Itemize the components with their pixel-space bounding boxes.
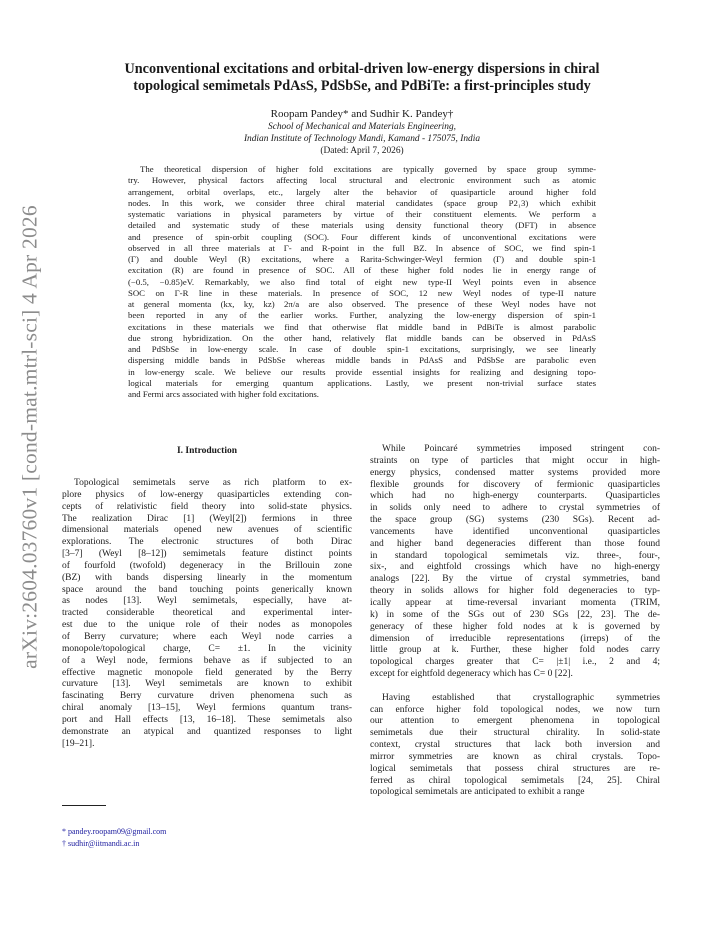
abstract-line: excitations in these materials we find that otherwise flat middle band in PdBiTe is almost parabolic: [128, 321, 596, 332]
footnote-rule: [62, 805, 106, 806]
body-text-line: as nodes [13]. Weyl semimetals, especially, have at-: [62, 596, 352, 607]
body-text-line: logical semimetals that possess chiral structures are re-: [370, 763, 660, 774]
author-list: Roopam Pandey* and Sudhir K. Pandey†: [270, 108, 454, 120]
abstract-line: and presence of spin-orbit coupling (SOC). Four different kinds of unconventional excitations were: [128, 231, 596, 242]
footnote-email-1[interactable]: * pandey.roopam09@gmail.com: [62, 827, 167, 836]
abstract-line: detailed and systematic study of these materials using density functional theory (DFT) in absence: [128, 220, 596, 231]
paper-title-line-2: topological semimetals PdAsS, PdSbSe, and PdBiTe: a first-principles study: [133, 78, 591, 94]
affiliation: [70, 122, 654, 145]
body-text-line: cepts of relativistic field theory into solid-state physics.: [62, 501, 352, 512]
body-text-line: of fourfold (twofold) degeneracy in the Brillouin zone: [62, 560, 352, 571]
body-text-line: straints on type of particles that might occur in high-: [370, 455, 660, 466]
body-text-line: little group at k. Further, these higher fold nodes carry: [370, 645, 660, 656]
body-text-line: est due to the unique role of their nodes as monopoles: [62, 620, 352, 631]
body-text-line: ically appear at time-reversal invariant momenta (TRIM,: [370, 597, 660, 608]
abstract-line: dispersing middle bands in PdSbSe whereas middle bands in PdAsS and PdSbSe are parabolic even: [128, 355, 596, 366]
abstract-line: excitation (R) are found in presence of SOC. All of these higher fold nodes lie in energy range of: [128, 265, 596, 276]
body-text-line: flexible grounds for discovery of fermionic quasiparticles: [370, 479, 660, 490]
body-text-line: dimensional materials opened new avenues of scientific: [62, 525, 352, 536]
body-text-line: in solids only need to adhere to crystal symmetries of: [370, 503, 660, 514]
body-text-line: dimension of irreducible representations (irreps) of the: [370, 633, 660, 644]
body-text-line: of a Weyl node, fermions behave as if subjected to an: [62, 655, 352, 666]
section-heading-introduction: I. Introduction: [176, 446, 237, 456]
abstract-line: been reported in any of the earlier works. Further, analyzing the low-energy dispersion of spin-1: [128, 310, 596, 321]
body-text-line: of Berry curvature; where each Weyl node carries a: [62, 631, 352, 642]
body-text-line: [3–7] (Weyl [8–12]) semimetals feature distinct points: [62, 549, 352, 560]
abstract: [128, 164, 596, 400]
body-text-line: vancements have identified unconventional quasiparticles: [370, 526, 660, 537]
abstract-line: nodes. In this work, we consider three chiral material candidates (space group P2₁3) which exhibit: [128, 197, 596, 208]
body-text-line: topological charges greater that C= |±1| i.e., 2 and 4;: [370, 657, 660, 668]
body-text-line: except for eightfold degeneracy which has C= 0 [22].: [370, 669, 573, 680]
arxiv-identifier-sidebar: [13, 205, 47, 669]
paper-title-line-1: Unconventional excitations and orbital-driven low-energy dispersions in chiral: [124, 61, 600, 77]
body-text-line: effective magnetic monopole field generated by the Berry: [62, 667, 352, 678]
body-text-line: monopole/topological charge, C= ±1. In the vicinity: [62, 643, 352, 654]
abstract-line: logical materials for emerging quantum applications. Lastly, we present non-trivial surface states: [128, 377, 596, 388]
body-text-line: demonstrate an atypical and quantized responses to light: [62, 726, 352, 737]
footnote-email-2[interactable]: † sudhir@iitmandi.ac.in: [62, 839, 140, 848]
abstract-line: and Fermi arcs associated with higher fold excitations.: [128, 389, 319, 399]
abstract-line: try. However, physical factors affecting local structural and electronic environment such as atomic: [128, 175, 596, 186]
body-text-line: and higher band degeneracies different than those found: [370, 538, 660, 549]
body-text-line: Having established that crystallographic symmetries: [382, 692, 660, 703]
abstract-line: due strong hybridization. On the other hand, relatively flat middle bands can be observed in PdAsS: [128, 332, 596, 343]
body-text-line: topological semimetals are anticipated to exhibit a range: [370, 787, 585, 798]
body-text-line: in standard topological semimetals viz. three-, four-,: [370, 550, 660, 561]
affiliation-line-1: School of Mechanical and Materials Engineering,: [268, 122, 456, 132]
body-text-line: space around the band touching points generically known: [62, 584, 352, 595]
body-text-line: Topological semimetals serve as rich platform to ex-: [74, 478, 352, 488]
paragraph-gap: [370, 681, 660, 693]
body-text-line: the space group (SG) systems (230 SGs). Recent ad-: [370, 515, 660, 526]
body-text-line: tracted considerable theoretical and experimental inter-: [62, 608, 352, 619]
body-text-line: fascinating Berry curvature driven phenomena such as: [62, 691, 352, 702]
arxiv-identifier-text: arXiv:2604.03760v1 [cond-mat.mtrl-sci] 4 Apr 2026: [17, 205, 42, 669]
body-text-line: context, crystal structures that lack both inversion and: [370, 740, 660, 751]
body-text-line: While Poincaré symmetries imposed stringent con-: [382, 444, 660, 454]
right-column-body: [370, 444, 660, 799]
abstract-line: arrangement, orbital overlaps, etc., largely alter the behavior of quasiparticle around higher fold: [128, 186, 596, 197]
abstract-line: in low-energy scale. We believe our results provide essential insights for realizing and designing topo-: [128, 366, 596, 377]
body-text-line: mirror symmetries are known as chiral crystals. Topo-: [370, 751, 660, 762]
body-text-line: port and Hall effects [13, 16–18]. These semimetals also: [62, 714, 352, 725]
body-text-line: curvature [13]. Weyl semimetals are known to exhibit: [62, 679, 352, 690]
body-text-line: explorations. The electronic structures of both Dirac: [62, 537, 352, 548]
body-text-line: our attention to emergent phenomena in topological: [370, 716, 660, 727]
body-text-line: six-, and eightfold crossings which have no high-energy: [370, 562, 660, 573]
abstract-line: The theoretical dispersion of higher fold excitations are typically governed by space group symme-: [140, 164, 596, 174]
dated-line: (Dated: April 7, 2026): [320, 146, 404, 156]
paper-title: [70, 61, 654, 95]
body-text-line: ferred as chiral topological semimetals [24, 25]. Chiral: [370, 775, 660, 786]
body-text-line: k) in some of the SGs out of 230 SGs [22, 23]. The de-: [370, 609, 660, 620]
abstract-line: systematic variations in physical parameters by virtue of their constituent elements. We perform a: [128, 209, 596, 219]
body-text-line: The realization Dirac [1] (Weyl[2]) fermions in three: [62, 513, 352, 524]
body-text-line: energy physics, condensed matter systems provided more: [370, 467, 660, 478]
body-text-line: theory in solids allows for higher fold degeneracies to typ-: [370, 586, 660, 597]
body-text-line: which had no high-energy counterparts. Quasiparticles: [370, 491, 660, 502]
abstract-line: observed in all three materials at Γ- and R-point in the full BZ. In absence of SOC, we find spin-1: [128, 242, 596, 253]
body-text-line: chiral anomaly [13–15], Weyl fermions quantum trans-: [62, 703, 352, 714]
abstract-line: at general momenta (kx, ky, kz) 2π/a are also observed. The presence of these Weyl nodes have not: [128, 299, 596, 309]
affiliation-line-2: Indian Institute of Technology Mandi, Kamand - 175075, India: [243, 133, 481, 144]
abstract-line: and PdSbSe in low-energy scale. In case of double spin-1 excitations, surprisingly, we see linearly: [128, 344, 596, 354]
body-text-line: plore physics of low-energy quasiparticles extending con-: [62, 489, 352, 500]
abstract-line: SOC on Γ-R line in these materials. In presence of SOC, 12 new Weyl nodes of type-II nature: [128, 287, 596, 298]
left-column-body: [62, 478, 352, 750]
abstract-line: (−0.5, −0.85)eV. Remarkably, we also find total of eight new type-II Weyl points even in absence: [128, 276, 596, 287]
body-text-line: generacy of these higher fold nodes at k is governed by: [370, 621, 660, 632]
abstract-line: (Γ) and double Weyl (R) excitations, where a Rarita-Schwinger-Weyl fermion (Γ) and double spin-1: [128, 254, 596, 264]
body-text-line: (BZ) with bands dispersing linearly in the momentum: [62, 572, 352, 583]
body-text-line: semimetals due their structural chirality. In solid-state: [370, 728, 660, 739]
body-text-line: [19–21].: [62, 738, 95, 749]
body-text-line: analogs [22]. By the virtue of crystal symmetries, band: [370, 574, 660, 585]
body-text-line: can enforce higher fold topological nodes, we now turn: [370, 704, 660, 715]
